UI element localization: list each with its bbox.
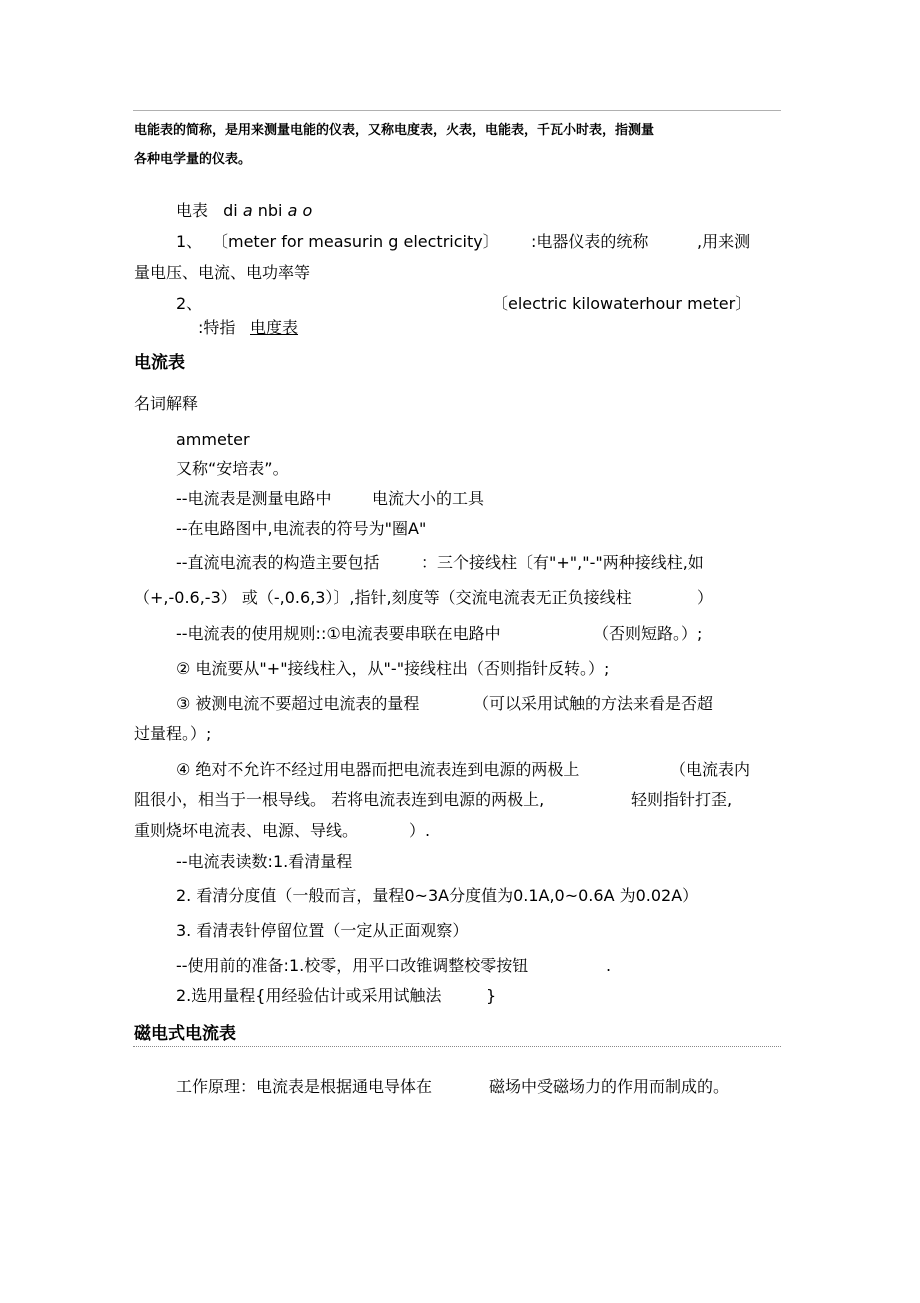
- sense-2-link[interactable]: 电度表: [250, 318, 299, 337]
- pinyin-part-b: a: [242, 201, 253, 220]
- ammeter-aka: 又称“安培表”。: [176, 459, 289, 478]
- rule-1a: --电流表是测量电路中: [176, 489, 332, 508]
- rule-7a: ④ 绝对不允许不经过用电器而把电流表连到电源的两极上: [176, 760, 580, 779]
- entry-headword: [176, 201, 312, 221]
- ammeter-english: ammeter: [176, 430, 250, 449]
- pinyin-part-d: a: [287, 201, 298, 220]
- rule-2: --在电路图中,电流表的符号为"圈A": [176, 519, 427, 538]
- rule-4b: （否则短路。）;: [593, 624, 703, 643]
- rule-3d: ）: [697, 588, 714, 607]
- rule-7b: （电流表内: [670, 760, 751, 779]
- rule-7f: ）.: [409, 821, 431, 840]
- sense-2-prefix: :特指: [198, 318, 236, 337]
- sense-1-chinese: :电器仪表的统称: [531, 232, 649, 251]
- rule-6b: （可以采用试触的方法来看是否超: [473, 694, 714, 713]
- prep-step-2-end: }: [486, 986, 497, 1005]
- principle-b: 磁场中受磁场力的作用而制成的。: [489, 1077, 730, 1096]
- entry-head-word: 电表: [176, 201, 209, 220]
- sense-2-num: 2、: [176, 294, 203, 313]
- sense-1-english: 〔meter for measurin g electricity〕: [212, 232, 499, 251]
- intro-line-2: 各种电学量的仪表。: [134, 152, 252, 167]
- rule-3a: --直流电流表的构造主要包括: [176, 553, 380, 572]
- principle-a: 工作原理：电流表是根据通电导体在: [176, 1077, 433, 1096]
- ammeter-heading: 电流表: [134, 353, 185, 373]
- reading-step-3: 3. 看清表针停留位置（一定从正面观察）: [176, 921, 469, 940]
- intro-line-1: 电能表的简称，是用来测量电能的仪表，又称电度表，火表，电能表，千瓦小时表，指测量: [134, 123, 655, 138]
- rule-6a: ③ 被测电流不要超过电流表的量程: [176, 694, 420, 713]
- sense-2-english: 〔electric kilowaterhour meter〕: [492, 294, 752, 313]
- sense-1-chinese-tail: ,用来测: [697, 232, 751, 251]
- rule-7e: 重则烧坏电流表、电源、导线。: [134, 821, 359, 840]
- pinyin-part-a: di: [223, 201, 238, 220]
- reading-step-2: 2. 看清分度值（一般而言，量程0~3A分度值为0.1A,0~0.6A 为0.02A）: [176, 886, 699, 905]
- rule-3b: ：三个接线柱〔有"+","-"两种接线柱,如: [421, 553, 704, 572]
- rule-5: ② 电流要从"+"接线柱入，从"-"接线柱出（否则指针反转。）;: [176, 659, 610, 678]
- magnetic-rule: [133, 1046, 781, 1047]
- sense-1-continuation: 量电压、电流、电功率等: [134, 263, 311, 282]
- rule-7d: 轻则指针打歪,: [631, 790, 733, 809]
- prep-step-1-end: .: [606, 956, 612, 975]
- pinyin-part-c: nbi: [257, 201, 283, 220]
- rule-7c: 阻很小，相当于一根导线。 若将电流表连到电源的两极上,: [134, 790, 545, 809]
- rule-4a: --电流表的使用规则::①电流表要串联在电路中: [176, 624, 501, 643]
- prep-step-2: 2.选用量程{用经验估计或采用试触法: [176, 986, 442, 1005]
- rule-6c: 过量程。）;: [134, 724, 212, 743]
- rule-3c: （+,-0.6,-3） 或（-,0.6,3）〕,指针,刻度等（交流电流表无正负接线柱: [134, 588, 632, 607]
- top-rule: [133, 110, 781, 111]
- magnetic-heading: 磁电式电流表: [134, 1024, 236, 1044]
- reading-step-1: --电流表读数:1.看清量程: [176, 852, 353, 871]
- prep-step-1: --使用前的准备:1.校零，用平口改锥调整校零按钮: [176, 956, 529, 975]
- sense-1-num: 1、: [176, 232, 203, 251]
- ammeter-subtitle: 名词解释: [134, 394, 199, 413]
- rule-1b: 电流大小的工具: [372, 489, 485, 508]
- pinyin-part-e: o: [302, 201, 313, 220]
